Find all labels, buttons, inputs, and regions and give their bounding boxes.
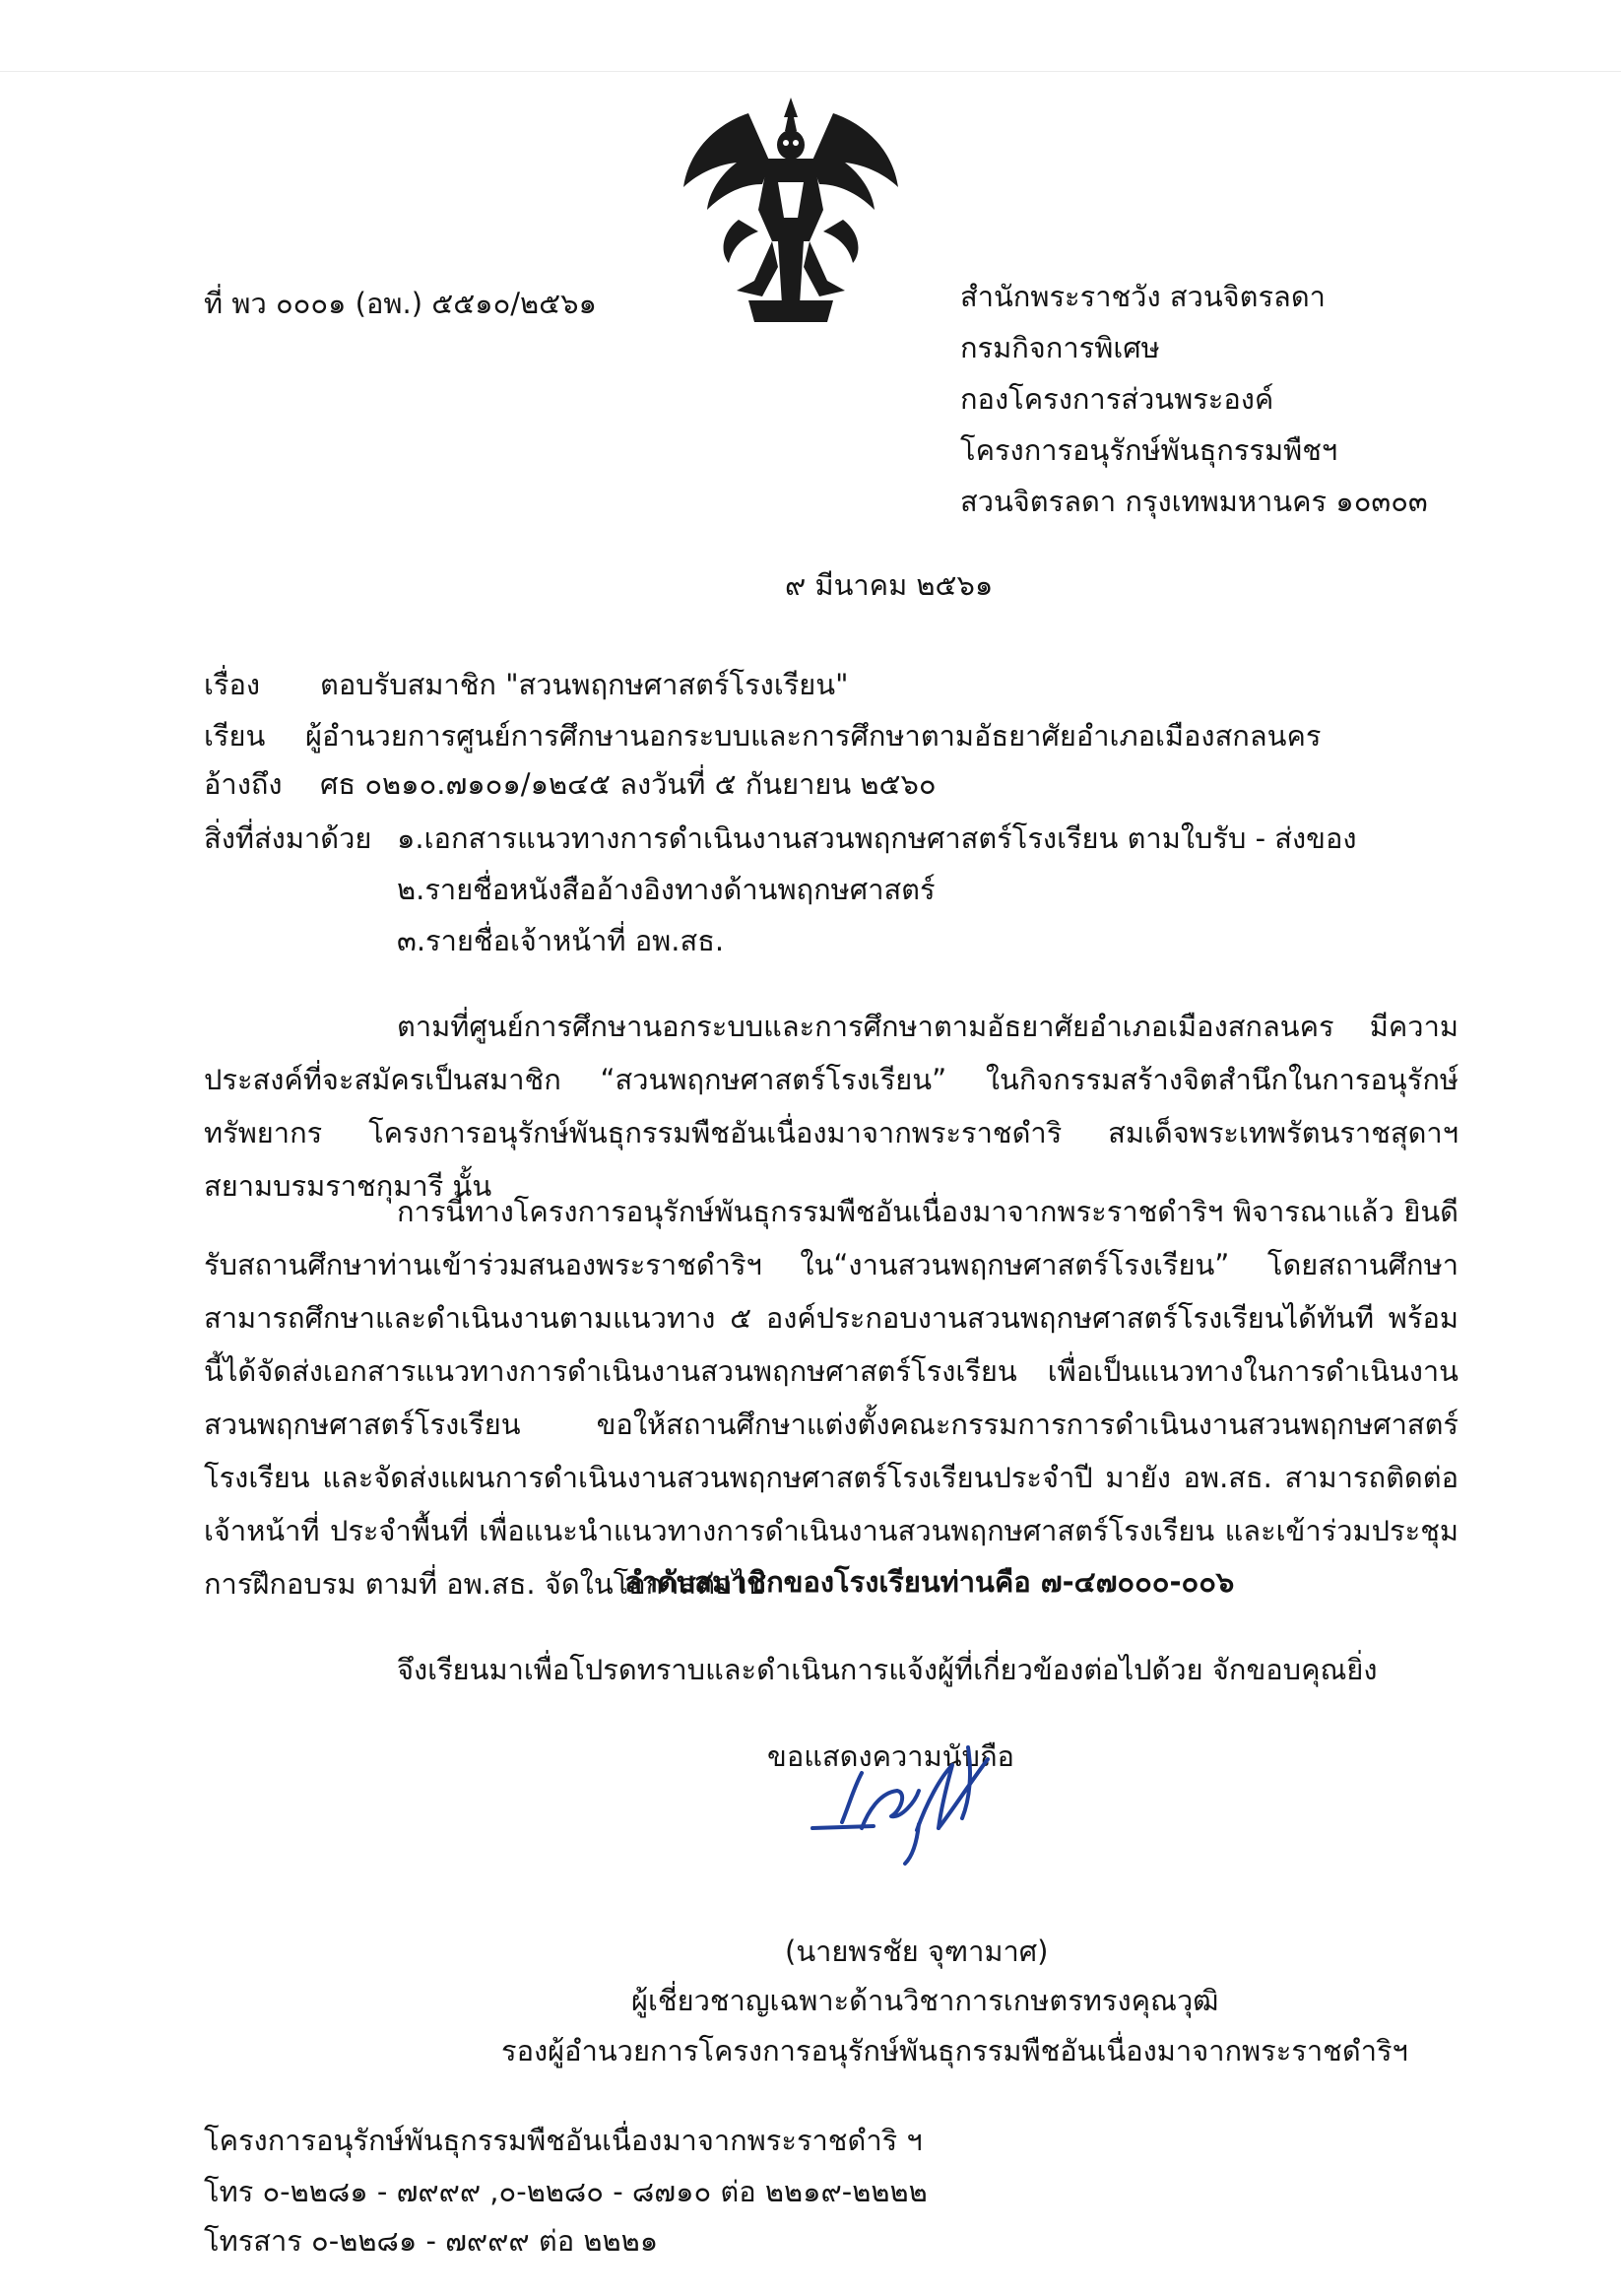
- org-line-3: กองโครงการส่วนพระองค์: [960, 382, 1274, 416]
- salutation: ขอแสดงความนับถือ: [767, 1739, 1014, 1773]
- enclosure-item-1: ๑.เอกสารแนวทางการดำเนินงานสวนพฤกษศาสตร์โรงเรียน ตามใบรับ - ส่งของ: [397, 821, 1357, 855]
- org-line-2: กรมกิจการพิเศษ: [960, 331, 1160, 364]
- org-line-5: สวนจิตรลดา กรุงเทพมหานคร ๑๐๓๐๓: [960, 485, 1428, 518]
- org-line-4: โครงการอนุรักษ์พันธุกรรมพืชฯ: [960, 433, 1338, 467]
- subject-label: เรื่อง: [204, 668, 261, 701]
- enclosure-item-2: ๒.รายชื่อหนังสืออ้างอิงทางด้านพฤกษศาสตร์: [397, 873, 936, 906]
- signer-name: (นายพรชัย จุฑามาศ): [785, 1935, 1049, 1968]
- subject-text: ตอบรับสมาชิก "สวนพฤกษศาสตร์โรงเรียน": [320, 668, 849, 701]
- to-label: เรียน: [204, 719, 266, 753]
- scan-edge-line: [0, 71, 1621, 72]
- reference-number: ที่ พว ๐๐๐๑ (อพ.) ๕๕๑๐/๒๕๖๑: [204, 287, 597, 320]
- handwritten-signature: [803, 1734, 1049, 1871]
- closing-line: จึงเรียนมาเพื่อโปรดทราบและดำเนินการแจ้งผู้ที่เกี่ยวข้องต่อไปด้วย จักขอบคุณยิ่ง: [397, 1653, 1378, 1686]
- signer-title-1: ผู้เชี่ยวชาญเฉพาะด้านวิชาการเกษตรทรงคุณวุฒิ: [631, 1984, 1219, 2017]
- org-line-1: สำนักพระราชวัง สวนจิตรลดา: [960, 280, 1326, 313]
- footer-phone: โทร ๐-๒๒๘๑ - ๗๙๙๙ ,๐-๒๒๘๐ - ๘๗๑๐ ต่อ ๒๒๑๙-๒๒๒๒: [204, 2175, 928, 2208]
- body-paragraph-2: การนี้ทางโครงการอนุรักษ์พันธุกรรมพืชอันเนื่องมาจากพระราชดำริฯ พิจารณาแล้ว ยินดีรับสถานศึกษาท่านเข้าร่วมสนองพระราชดำริฯ ใน“งานสวนพฤกษศาสตร์โรงเรียน” โดยสถานศึกษาสามารถศึกษาและดำเนินงานตามแนวทาง ๕ องค์ประกอบงานสวนพฤกษศาสตร์โรงเรียนได้ทันที พร้อมนี้ได้จัดส่งเอกสารแนวทางการดำเนินงานสวนพฤกษศาสตร์โรงเรียน เพื่อเป็นแนวทางในการดำเนินงานสวนพฤกษศาสตร์โรงเรียน ขอให้สถานศึกษาแต่งตั้งคณะกรรมการการดำเนินงานสวนพฤกษศาสตร์โรงเรียน และจัดส่งแผนการดำเนินงานสวนพฤกษศาสตร์โรงเรียนประจำปี มายัง อพ.สธ. สามารถติดต่อเจ้าหน้าที่ ประจำพื้นที่ เพื่อแนะนำแนวทางการดำเนินงานสวนพฤกษศาสตร์โรงเรียน และเข้าร่วมประชุม การฝึกอบรม ตามที่ อพ.สธ. จัดในโอกาสต่อไป: [204, 1195, 1459, 1601]
- enclosure-item-3: ๓.รายชื่อเจ้าหน้าที่ อพ.สธ.: [397, 924, 725, 957]
- body-paragraph-1: ตามที่ศูนย์การศึกษานอกระบบและการศึกษาตามอัธยาศัยอำเภอเมืองสกลนคร มีความประสงค์ที่จะสมัครเป็นสมาชิก “สวนพฤกษศาสตร์โรงเรียน” ในกิจกรรมสร้างจิตสำนึกในการอนุรักษ์ทรัพยากร โครงการอนุรักษ์พันธุกรรมพืชอันเนื่องมาจากพระราชดำริ สมเด็จพระเทพรัตนราชสุดาฯ สยามบรมราชกุมารี นั้น: [204, 1010, 1459, 1203]
- footer-office: โครงการอนุรักษ์พันธุกรรมพืชอันเนื่องมาจากพระราชดำริ ฯ: [204, 2124, 923, 2157]
- reference-text: ศธ ๐๒๑๐.๗๑๐๑/๑๒๔๕ ลงวันที่ ๕ กันยายน ๒๕๖๐: [320, 767, 937, 801]
- reference-label: อ้างถึง: [204, 767, 283, 801]
- garuda-emblem-icon: [680, 94, 902, 330]
- letter-date: ๙ มีนาคม ๒๕๖๑: [785, 568, 994, 602]
- footer-fax: โทรสาร ๐-๒๒๘๑ - ๗๙๙๙ ต่อ ๒๒๒๑: [204, 2224, 659, 2258]
- to-text: ผู้อำนวยการศูนย์การศึกษานอกระบบและการศึกษาตามอัธยาศัยอำเภอเมืองสกลนคร: [305, 719, 1322, 753]
- signer-title-2: รองผู้อำนวยการโครงการอนุรักษ์พันธุกรรมพืชอันเนื่องมาจากพระราชดำริฯ: [501, 2034, 1408, 2067]
- enclosures-label: สิ่งที่ส่งมาด้วย: [204, 821, 372, 855]
- member-number: ลำดับสมาชิกของโรงเรียนท่านคือ ๗-๔๗๐๐๐-๐๐๖: [624, 1565, 1235, 1599]
